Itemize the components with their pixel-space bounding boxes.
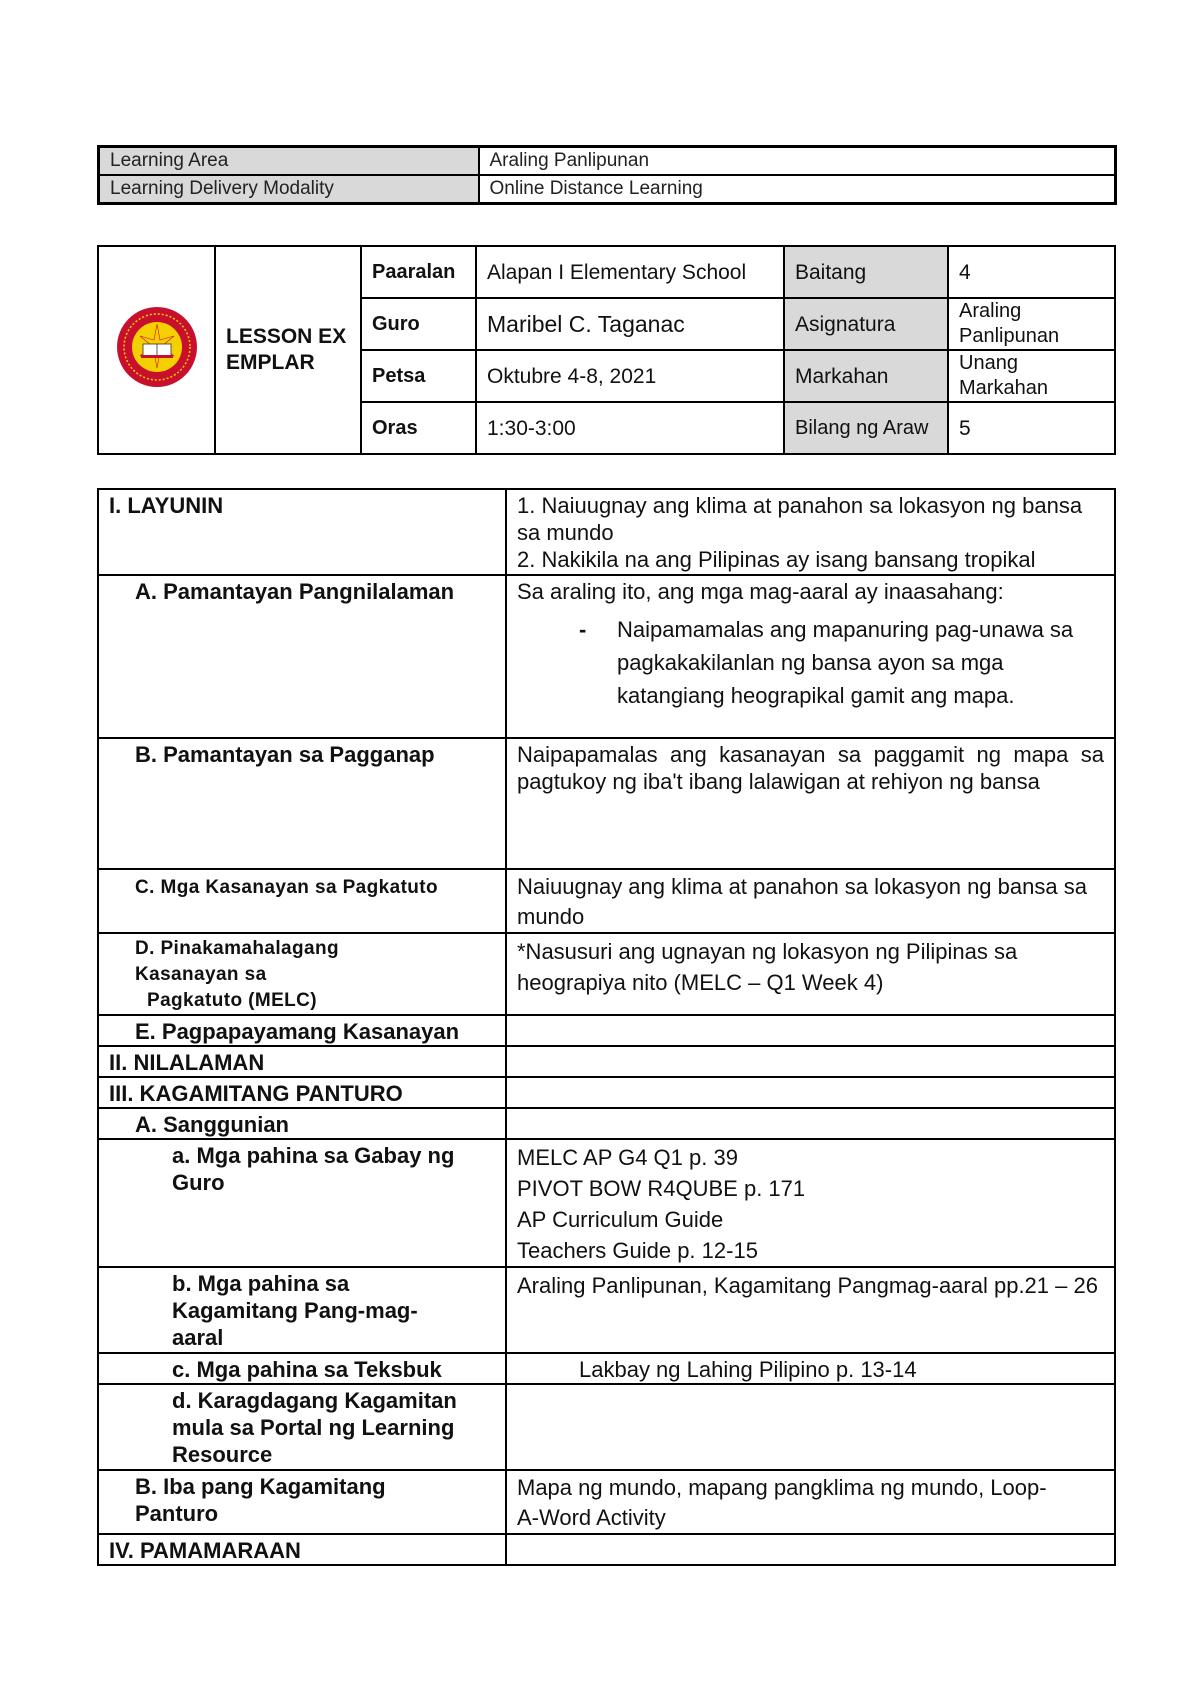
markahan-value: Unang Markahan: [948, 350, 1115, 402]
logo-cell: [98, 246, 215, 454]
kasanayan-label: [98, 869, 506, 933]
delivery-modality-label: Learning Delivery Modality: [99, 175, 479, 204]
table-row: [98, 1046, 1115, 1077]
portal-value: [506, 1384, 1115, 1470]
baitang-value: 4: [948, 246, 1115, 298]
iba-value: Mapa ng mundo, mapang pangklima ng mundo, Loop-A-Word Activity: [506, 1470, 1115, 1534]
pangmag-label: b. Mga pahina sa Kagamitang Pang-mag-aaral: [98, 1267, 506, 1353]
table-row: [98, 933, 1115, 1015]
table-row: [99, 147, 1116, 176]
pagganap-label: B. Pamantayan sa Pagganap: [98, 738, 506, 869]
table-row: [98, 738, 1115, 869]
learning-area-label: Learning Area: [99, 147, 479, 176]
table-row: [98, 1384, 1115, 1470]
paaralan-label: Paaralan: [361, 246, 476, 298]
oras-label: Oras: [361, 402, 476, 454]
table-row: [98, 1139, 1115, 1267]
pangnilalaman-label: A. Pamantayan Pangnilalaman: [98, 575, 506, 738]
asignatura-value: Araling Panlipunan: [948, 298, 1115, 350]
table-row: [98, 1353, 1115, 1384]
pagpapayaman-label: E. Pagpapayamang Kasanayan: [98, 1015, 506, 1046]
list-item: MELC AP G4 Q1 p. 39: [517, 1145, 738, 1170]
pangnilalaman-list: [517, 613, 1104, 712]
nilalaman-label: II. NILALAMAN: [98, 1046, 506, 1077]
kagamitan-label: III. KAGAMITANG PANTURO: [98, 1077, 506, 1108]
lesson-table: [97, 488, 1116, 1566]
asignatura-label: Asignatura: [784, 298, 948, 350]
petsa-label: Petsa: [361, 350, 476, 402]
baitang-label: Baitang: [784, 246, 948, 298]
table-row: [98, 246, 1115, 298]
table-row: [98, 1470, 1115, 1534]
sanggunian-value: [506, 1108, 1115, 1139]
kasanayan-value: Naiuugnay ang klima at panahon sa lokasyon ng bansa sa mundo: [506, 869, 1115, 933]
melc-label-line2: Pagkatuto (MELC): [147, 990, 318, 1011]
melc-value: *Nasusuri ang ugnayan ng lokasyon ng Pilipinas sa heograpiya nito (MELC – Q1 Week 4): [506, 933, 1115, 1015]
list-item: PIVOT BOW R4QUBE p. 171: [517, 1176, 806, 1201]
pangmag-value: Araling Panlipunan, Kagamitang Pangmag-aaral pp.21 – 26: [506, 1267, 1115, 1353]
guro-value: Maribel C. Taganac: [476, 298, 784, 350]
kasanayan-label-text: C. Mga Kasanayan sa Pagkatuto: [135, 877, 439, 898]
petsa-value: Oktubre 4-8, 2021: [476, 350, 784, 402]
teksbuk-value: Lakbay ng Lahing Pilipino p. 13-14: [506, 1353, 1115, 1384]
table-row: [98, 1015, 1115, 1046]
table-row: [98, 1077, 1115, 1108]
pagpapayaman-value: [506, 1015, 1115, 1046]
info-table: [97, 245, 1116, 455]
markahan-label: Markahan: [784, 350, 948, 402]
melc-label: [98, 933, 506, 1015]
iba-label: B. Iba pang Kagamitang Panturo: [98, 1470, 506, 1534]
list-item: - Naipamamalas ang mapanuring pag-unawa sa pagkakakilanlan ng bansa ayon sa mga katangiang heograpikal gamit ang mapa.: [507, 613, 1104, 712]
table-row: [98, 489, 1115, 575]
layunin-item: 1. Naiuugnay ang klima at panahon sa lokasyon ng bansa sa mundo: [517, 493, 1083, 545]
guro-label: Guro: [361, 298, 476, 350]
melc-label-line1: D. Pinakamahalagang Kasanayan sa: [135, 938, 340, 985]
table-row: [99, 175, 1116, 204]
lesson-exemplar-title: LESSON EXEMPLAR: [215, 246, 361, 454]
nilalaman-value: [506, 1046, 1115, 1077]
layunin-value: [506, 489, 1115, 575]
table-row: [98, 869, 1115, 933]
layunin-item: 2. Nakikila na ang Pilipinas ay isang bansang tropikal: [517, 547, 1036, 572]
list-item: AP Curriculum Guide: [517, 1207, 724, 1232]
layunin-label: I. LAYUNIN: [98, 489, 506, 575]
learning-area-value: Araling Panlipunan: [479, 147, 1116, 176]
table-row: [98, 1108, 1115, 1139]
gabay-label: a. Mga pahina sa Gabay ng Guro: [98, 1139, 506, 1267]
pagganap-value: Naipapamalas ang kasanayan sa paggamit ng mapa sa pagtukoy ng iba't ibang lalawigan at rehiyon ng bansa: [506, 738, 1115, 869]
oras-value: 1:30-3:00: [476, 402, 784, 454]
pamamaraan-label: IV. PAMAMARAAN: [98, 1534, 506, 1565]
delivery-modality-value: Online Distance Learning: [479, 175, 1116, 204]
pangnilalaman-intro: Sa araling ito, ang mga mag-aaral ay inaasahang:: [517, 579, 1004, 604]
header-table: [97, 145, 1117, 205]
kagamitan-value: [506, 1077, 1115, 1108]
school-seal-icon: [116, 306, 198, 388]
bilang-value: 5: [948, 402, 1115, 454]
portal-label: d. Karagdagang Kagamitan mula sa Portal ng Learning Resource: [98, 1384, 506, 1470]
bilang-label: Bilang ng Araw: [784, 402, 948, 454]
sanggunian-label: A. Sanggunian: [98, 1108, 506, 1139]
table-row: [98, 1534, 1115, 1565]
table-row: [98, 1267, 1115, 1353]
paaralan-value: Alapan I Elementary School: [476, 246, 784, 298]
pangnilalaman-value: [506, 575, 1115, 738]
gabay-value: [506, 1139, 1115, 1267]
teksbuk-label: c. Mga pahina sa Teksbuk: [98, 1353, 506, 1384]
pamamaraan-value: [506, 1534, 1115, 1565]
table-row: [98, 575, 1115, 738]
list-item: Teachers Guide p. 12-15: [517, 1238, 758, 1263]
